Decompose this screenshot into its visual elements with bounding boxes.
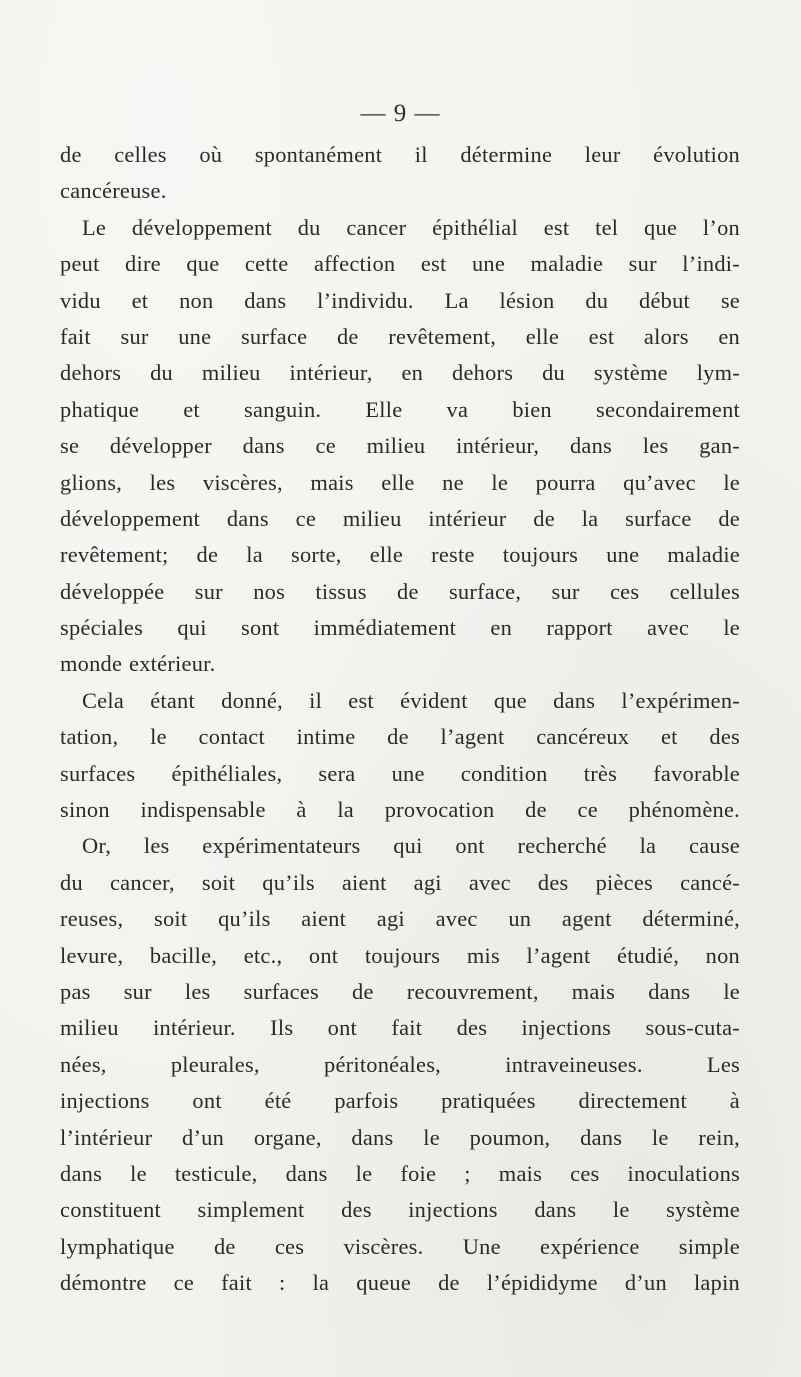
paragraph-start-line: Cela étant donné, il est évident que dans l’expérimen-: [82, 687, 740, 713]
text-line: cancéreuse.: [60, 178, 167, 204]
text-line: tation, le contact intime de l’agent cancéreux et des: [60, 724, 740, 750]
text-line: fait sur une surface de revêtement, elle est alors en: [60, 323, 740, 349]
text-line: du cancer, soit qu’ils aient agi avec des pièces cancé-: [60, 869, 740, 895]
page-number: — 9 —: [360, 100, 441, 127]
text-line: peut dire que cette affection est une maladie sur l’indi-: [60, 251, 740, 277]
text-line: vidu et non dans l’individu. La lésion du début se: [60, 287, 740, 313]
text-line: dans le testicule, dans le foie ; mais ces inoculations: [60, 1160, 740, 1186]
text-line: constituent simplement des injections dans le système: [60, 1197, 740, 1223]
text-line: développée sur nos tissus de surface, sur ces cellules: [60, 578, 740, 604]
text-line: de celles où spontanément il détermine leur évolution: [60, 142, 740, 167]
body-text: [60, 137, 740, 1302]
text-line: se développer dans ce milieu intérieur, dans les gan-: [60, 433, 740, 459]
text-line: dehors du milieu intérieur, en dehors du système lym-: [60, 360, 740, 386]
text-line: spéciales qui sont immédiatement en rapport avec le: [60, 615, 740, 641]
text-line: sinon indispensable à la provocation de ce phénomène.: [60, 797, 740, 823]
text-line: glions, les viscères, mais elle ne le pourra qu’avec le: [60, 469, 740, 495]
text-line: lymphatique de ces viscères. Une expérience simple: [60, 1233, 740, 1259]
paragraph-start-line: Le développement du cancer épithélial est tel que l’on: [82, 214, 740, 240]
text-line: surfaces épithéliales, sera une condition très favorable: [60, 760, 740, 786]
text-line: monde extérieur.: [60, 651, 216, 677]
text-line: démontre ce fait : la queue de l’épididyme d’un lapin: [60, 1270, 740, 1296]
text-line: milieu intérieur. Ils ont fait des injections sous-cuta-: [60, 1015, 740, 1041]
text-line: revêtement; de la sorte, elle reste toujours une maladie: [60, 542, 740, 568]
text-line: l’intérieur d’un organe, dans le poumon, dans le rein,: [60, 1124, 740, 1150]
text-line: phatique et sanguin. Elle va bien secondairement: [60, 396, 740, 422]
text-line: pas sur les surfaces de recouvrement, mais dans le: [60, 978, 740, 1004]
text-line: reuses, soit qu’ils aient agi avec un agent déterminé,: [60, 906, 740, 932]
paragraph-start-line: Or, les expérimentateurs qui ont recherché la cause: [82, 833, 740, 859]
text-line: développement dans ce milieu intérieur de la surface de: [60, 505, 740, 531]
text-line: levure, bacille, etc., ont toujours mis l’agent étudié, non: [60, 942, 740, 968]
text-line: nées, pleurales, péritonéales, intraveineuses. Les: [60, 1051, 740, 1077]
text-line: injections ont été parfois pratiquées directement à: [60, 1088, 740, 1114]
